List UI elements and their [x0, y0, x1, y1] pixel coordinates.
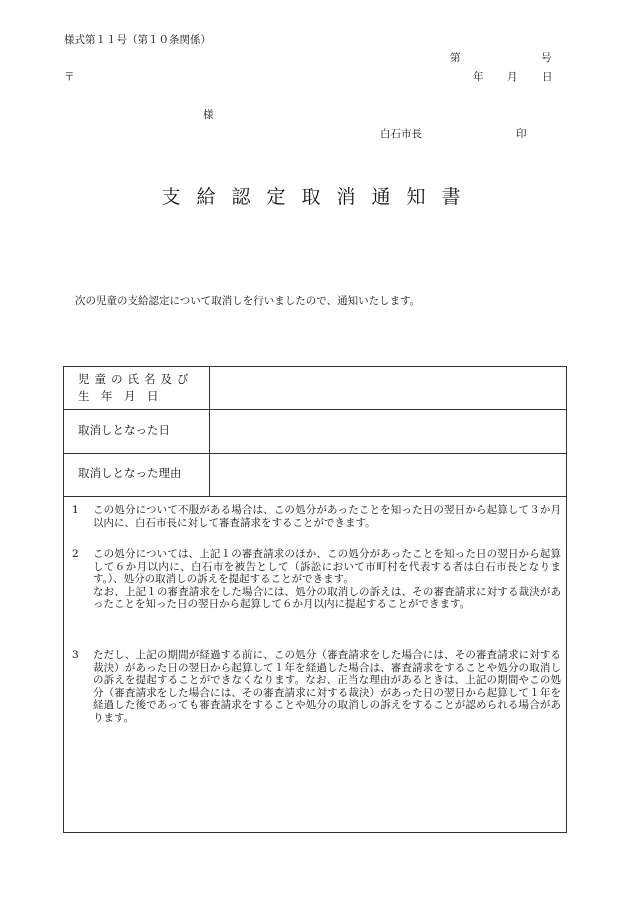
- addressee-honorific: 様: [203, 109, 214, 121]
- note-text: この処分については、上記１の審査請求のほか、この処分があったことを知った日の翌日から起算して６か月以内に、白石市を被告として（訴訟において市町村を代表する者は白石市長となります。）、処分の取消しの訴えを提起することができます。 なお、上記１の審査請求をした場合には、処分の取消しの訴えは、その審査請求に対する裁決があったことを知った日の翌日から起算して６か月以内に提起することができます。: [93, 548, 561, 611]
- note-text: ただし、上記の期間が経過する前に、この処分（審査請求をした場合には、その審査請求に対する裁決）があった日の翌日から起算して１年を経過した場合は、審査請求をすることや処分の取消しの訴えを提起することができなくなります。なお、正当な理由があるときは、上記の期間やこの処分（審査請求をした場合には、その審査請求に対する裁決）があった日の翌日から起算して１年を経過した後であっても審査請求をすることや処分の取消しの訴えをすることが認められる場合があります。: [93, 649, 561, 724]
- child-name-birthdate-row: [64, 367, 566, 410]
- date-year-label: 年: [473, 71, 484, 83]
- appeal-notes: [64, 497, 566, 832]
- postal-mark: 〒: [64, 71, 75, 83]
- issuer-seal: 印: [516, 128, 527, 140]
- cancellation-date-label: 取消しとなった日: [64, 409, 210, 453]
- date-month-label: 月: [507, 71, 518, 83]
- note-number: 3: [72, 649, 79, 661]
- note-number: 1: [72, 504, 79, 516]
- date-day-label: 日: [542, 71, 553, 83]
- cancellation-reason-label: 取消しとなった理由: [64, 453, 210, 496]
- cancellation-reason-row: [64, 453, 566, 497]
- issuer-name: 白石市長: [380, 128, 422, 140]
- document-number-prefix: 第: [450, 52, 461, 64]
- cancellation-date-row: [64, 409, 566, 454]
- form-number: 様式第１１号（第１０条関係）: [64, 34, 211, 46]
- notice-table: [63, 366, 567, 833]
- note-number: 2: [72, 548, 79, 560]
- cancellation-reason-field[interactable]: [210, 453, 566, 496]
- cancellation-date-field[interactable]: [210, 409, 566, 453]
- child-name-birthdate-label: 児童の氏名及び 生 年 月 日: [64, 367, 210, 409]
- intro-text: 次の児童の支給認定について取消しを行いましたので、通知いたします。: [75, 295, 421, 307]
- document-number-suffix: 号: [541, 52, 552, 64]
- note-text: この処分について不服がある場合は、この処分があったことを知った日の翌日から起算して３か月以内に、白石市長に対して審査請求をすることができます。: [93, 504, 561, 529]
- document-title: 支給認定取消通知書: [161, 186, 477, 208]
- child-name-birthdate-field[interactable]: [210, 367, 566, 409]
